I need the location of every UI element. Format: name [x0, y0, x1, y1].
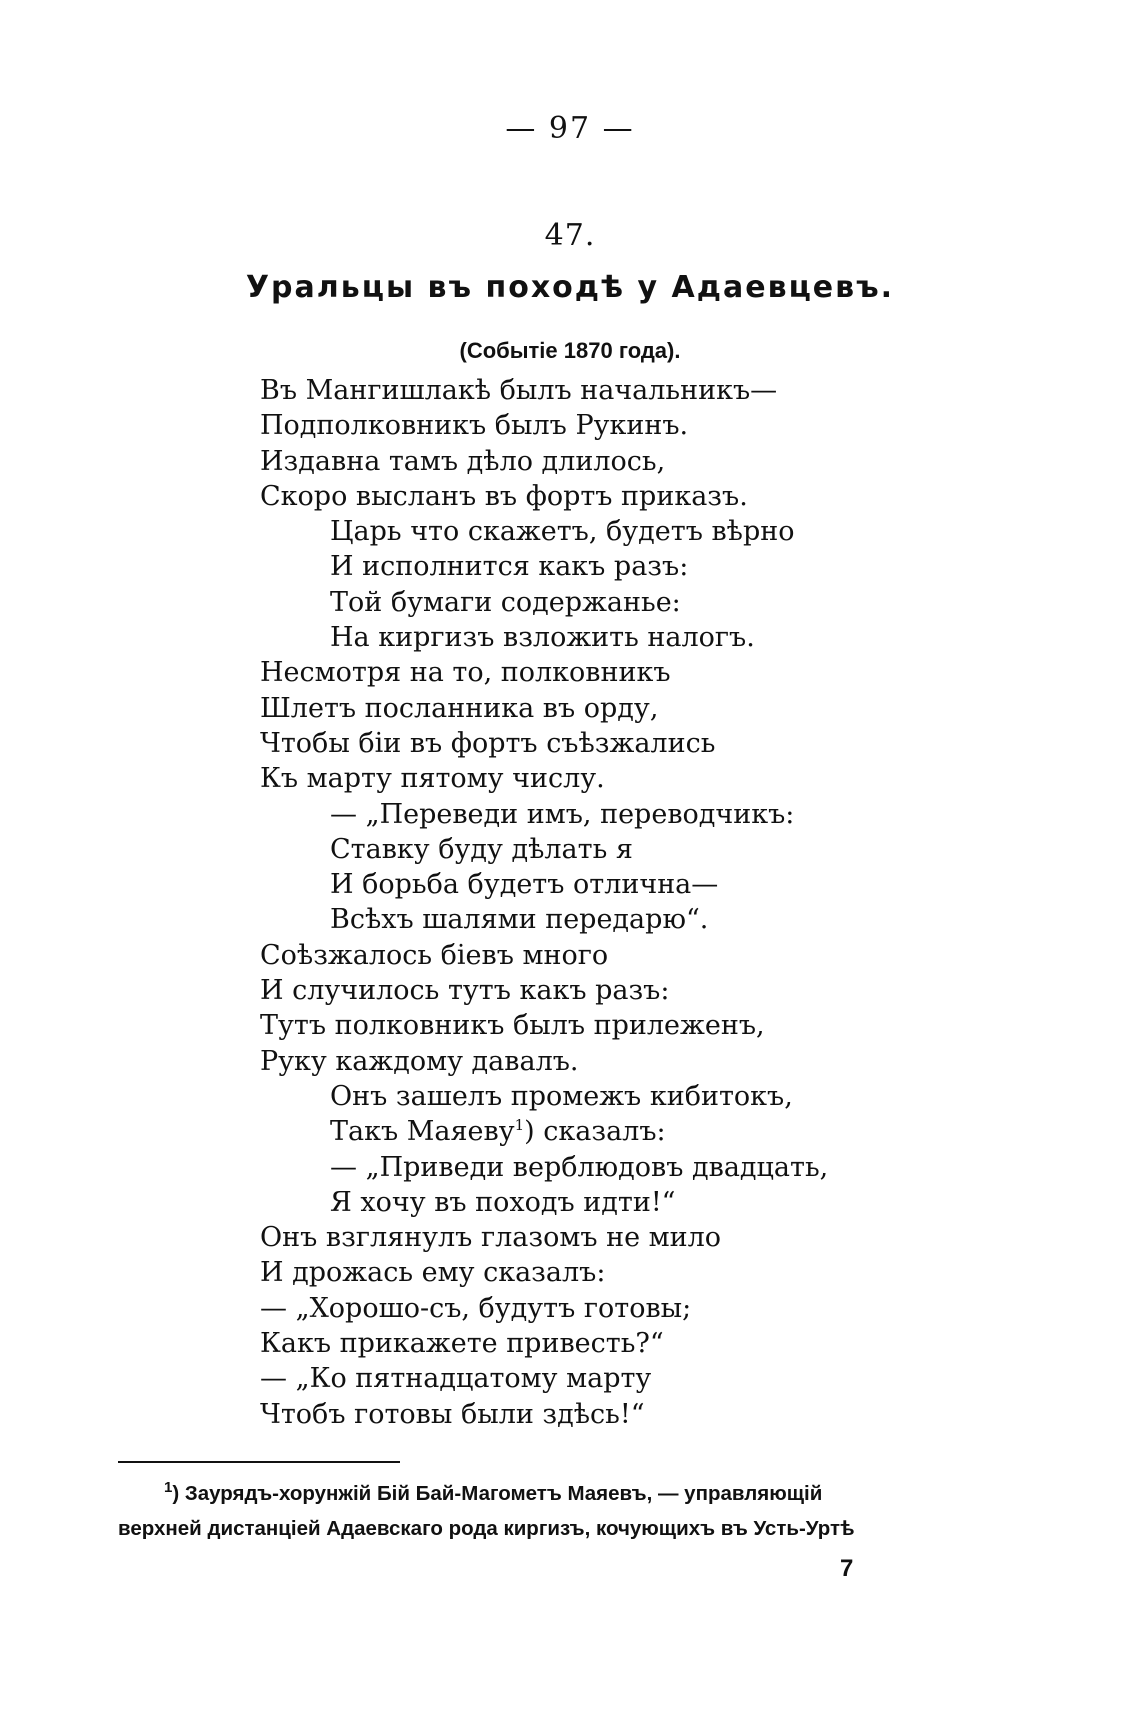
poem-line-text: Несмотря на то, полковникъ	[260, 657, 671, 689]
poem-line-text: Такъ Маяеву	[330, 1116, 515, 1148]
poem-line	[260, 938, 1080, 973]
poem-line-text: Соѣзжалось біевъ много	[260, 939, 609, 971]
poem-line-text: И борьба будетъ отлична—	[330, 869, 719, 901]
poem-line	[260, 726, 1080, 761]
poem-line	[260, 973, 1080, 1008]
poem-line-text: Онъ взглянулъ глазомъ не мило	[260, 1222, 722, 1254]
poem-line-text: — „Приведи верблюдовъ двадцать,	[330, 1151, 829, 1183]
signature-mark: 7	[840, 1555, 854, 1582]
poem-line-text: Какъ прикажете привесть?“	[260, 1328, 664, 1360]
poem-line	[260, 691, 1080, 726]
footnote-ref: 1	[514, 1116, 525, 1135]
footnote-marker: 1	[164, 1479, 173, 1497]
poem-line	[260, 1150, 1080, 1185]
poem-line	[260, 444, 1080, 479]
poem-line-text: И дрожась ему сказалъ:	[260, 1257, 606, 1289]
poem-line-text: Чтобы біи въ фортъ съѣзжались	[260, 727, 716, 759]
footnote-line: верхней дистанціей Адаевскаго рода киргизъ, кочующихъ въ Усть-Уртѣ	[118, 1517, 855, 1540]
poem-line-text: — „Хорошо-съ, будутъ готовы;	[260, 1292, 692, 1324]
poem-line-text: На киргизъ взложить налогъ.	[330, 622, 755, 654]
footnote	[118, 1476, 948, 1546]
poem-line-text: Всѣхъ шалями передарю“.	[330, 904, 709, 936]
poem-line	[260, 549, 1080, 584]
poem-line-text: Я хочу въ походъ идти!“	[330, 1186, 676, 1218]
poem-line	[260, 1291, 1080, 1326]
poem-line	[260, 902, 1080, 937]
poem-line	[260, 1008, 1080, 1043]
poem-line-text: Подполковникъ былъ Рукинъ.	[260, 410, 689, 442]
poem-line	[260, 867, 1080, 902]
poem-line-text: Чтобъ готовы были здѣсь!“	[260, 1398, 645, 1430]
poem-line-text: Скоро высланъ въ фортъ приказъ.	[260, 480, 748, 512]
poem-line	[260, 620, 1080, 655]
poem-line	[260, 514, 1080, 549]
poem-line-text: Той бумаги содержанье:	[330, 586, 681, 618]
poem-line	[260, 1397, 1080, 1432]
poem-line	[260, 1220, 1080, 1255]
poem-line-text: И случилось тутъ какъ разъ:	[260, 975, 670, 1007]
poem-line	[260, 797, 1080, 832]
poem-title: Уральцы въ походѣ у Адаевцевъ.	[245, 270, 895, 305]
poem-line	[260, 1044, 1080, 1079]
poem-line	[260, 1114, 1080, 1149]
poem-line	[260, 1255, 1080, 1290]
footnote-text: ) Заурядъ-хорунжій Бій Бай-Магометъ Маяевъ, — управляющій	[172, 1482, 823, 1505]
poem-body	[260, 373, 1080, 1432]
poem-line-text: Къ марту пятому числу.	[260, 763, 605, 795]
poem-line	[260, 479, 1080, 514]
poem-line	[260, 373, 1080, 408]
footnote-line	[118, 1476, 948, 1511]
poem-line	[260, 832, 1080, 867]
poem-line	[260, 408, 1080, 443]
poem-line	[260, 1326, 1080, 1361]
poem-line-text: Онъ зашелъ промежъ кибитокъ,	[330, 1080, 793, 1112]
poem-line-text: Издавна тамъ дѣло длилось,	[260, 445, 666, 477]
poem-line-text: Въ Мангишлакѣ былъ начальникъ—	[260, 375, 778, 406]
poem-line	[260, 655, 1080, 690]
poem-line-text: — „Переведи имъ, переводчикъ:	[330, 798, 795, 830]
poem-line	[260, 1079, 1080, 1114]
poem-line-text: И исполнится какъ разъ:	[330, 551, 689, 583]
poem-line	[260, 1185, 1080, 1220]
poem-line-text: ) сказалъ:	[524, 1116, 666, 1148]
poem-line	[260, 585, 1080, 620]
poem-line-text: Шлетъ посланника въ орду,	[260, 692, 659, 724]
poem-line-text: Тутъ полковникъ былъ прилеженъ,	[260, 1010, 765, 1042]
poem-line-text: — „Ко пятнадцатому марту	[260, 1363, 652, 1395]
footnote-divider	[118, 1461, 400, 1463]
poem-line-text: Руку каждому давалъ.	[260, 1045, 579, 1077]
poem-line-text: Царь что скажетъ, будетъ вѣрно	[330, 516, 795, 548]
poem-line	[260, 1361, 1080, 1396]
poem-line-text: Ставку буду дѣлать я	[330, 833, 633, 865]
poem-line	[260, 761, 1080, 796]
poem-subtitle: (Событіе 1870 года).	[459, 338, 681, 363]
poem-number: 47.	[544, 218, 596, 253]
page-number: — 97 —	[505, 111, 635, 146]
